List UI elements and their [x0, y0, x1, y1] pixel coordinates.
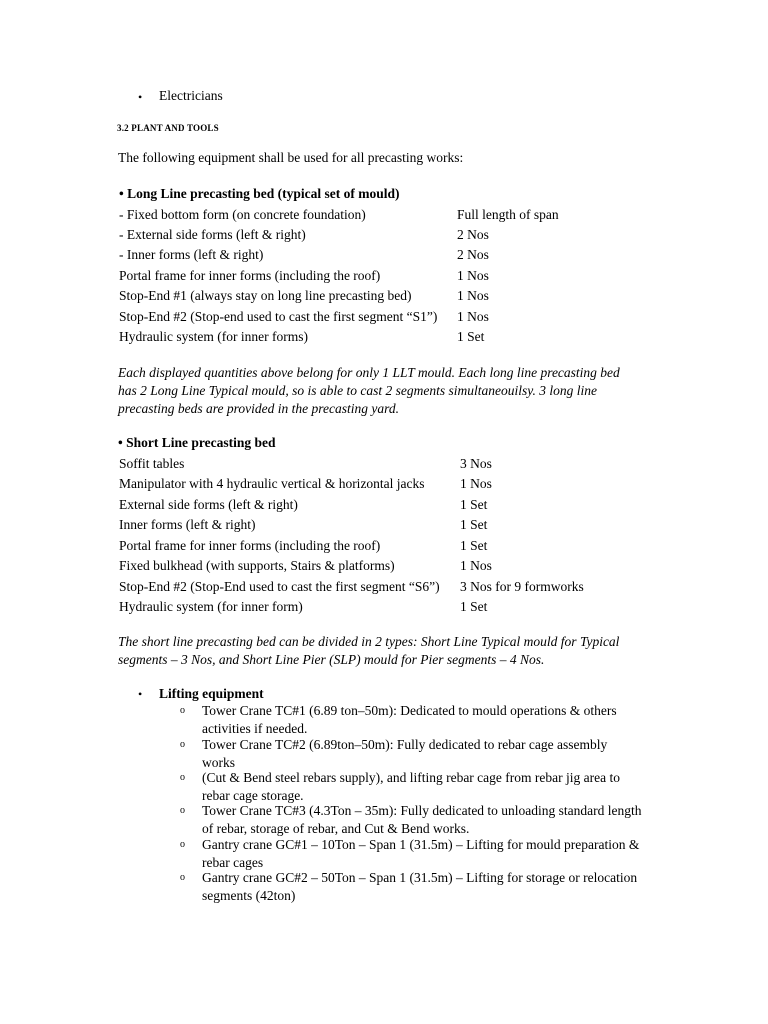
note-line: segments – 3 Nos, and Short Line Pier (SLP) mould for Pier segments – 4 Nos.	[118, 652, 545, 667]
row-qty: 3 Nos	[460, 456, 492, 471]
list-item	[180, 802, 660, 838]
table-row	[119, 225, 719, 246]
row-qty: 1 Set	[457, 329, 485, 344]
row-label: Fixed bulkhead (with supports, Stairs & platforms)	[119, 558, 395, 573]
table-row	[119, 205, 719, 226]
intro-text: The following equipment shall be used for all precasting works:	[118, 150, 464, 165]
row-qty: 2 Nos	[457, 227, 489, 242]
list-item-text: Gantry crane GC#1 – 10Ton – Span 1 (31.5m) – Lifting for mould preparation & rebar cages	[202, 837, 640, 870]
table-row	[119, 515, 719, 536]
circle-bullet-icon: o	[180, 839, 185, 850]
note-line: has 2 Long Line Typical mould, so is able to cast 2 segments simultaneouilsy. 3 long line	[118, 383, 597, 398]
row-qty: 3 Nos for 9 formworks	[460, 579, 584, 594]
row-label: Stop-End #2 (Stop-End used to cast the first segment “S6”)	[119, 579, 440, 594]
note-line: precasting beds are provided in the precasting yard.	[118, 401, 399, 416]
list-item-text: Gantry crane GC#2 – 50Ton – Span 1 (31.5m) – Lifting for storage or relocation segments (42ton)	[202, 870, 638, 903]
circle-bullet-icon: o	[180, 872, 185, 883]
row-label: Manipulator with 4 hydraulic vertical & horizontal jacks	[119, 476, 425, 491]
row-qty: 1 Nos	[460, 558, 492, 573]
row-label: - External side forms (left & right)	[119, 227, 306, 242]
table-row	[119, 454, 719, 475]
circle-bullet-icon: o	[180, 705, 185, 716]
row-label: Portal frame for inner forms (including the roof)	[119, 268, 381, 283]
list-item-text: Tower Crane TC#1 (6.89 ton–50m): Dedicated to mould operations & others activities if needed.	[202, 703, 617, 736]
row-qty: 1 Nos	[457, 268, 489, 283]
list-item-text: Tower Crane TC#2 (6.89ton–50m): Fully dedicated to rebar cage assembly works	[202, 737, 608, 770]
row-qty: 1 Nos	[457, 309, 489, 324]
row-qty: Full length of span	[457, 207, 559, 222]
table-row	[119, 474, 719, 495]
list-item	[180, 769, 660, 805]
table-row	[119, 536, 719, 557]
row-label: - Inner forms (left & right)	[119, 247, 264, 262]
list-item	[180, 869, 660, 905]
list-item-text: (Cut & Bend steel rebars supply), and lifting rebar cage from rebar jig area to rebar cage storage.	[202, 770, 620, 803]
table-row	[119, 286, 719, 307]
short-line-title: • Short Line precasting bed	[118, 435, 276, 450]
row-qty: 1 Nos	[457, 288, 489, 303]
circle-bullet-icon: o	[180, 772, 185, 783]
row-qty: 2 Nos	[457, 247, 489, 262]
short-line-note	[118, 633, 619, 669]
row-label: Soffit tables	[119, 456, 185, 471]
table-row	[119, 245, 719, 266]
row-label: Inner forms (left & right)	[119, 517, 256, 532]
table-row	[119, 495, 719, 516]
table-row	[119, 577, 719, 598]
circle-bullet-icon: o	[180, 739, 185, 750]
lifting-title: Lifting equipment	[159, 686, 264, 701]
row-label: Portal frame for inner forms (including the roof)	[119, 538, 381, 553]
row-label: Hydraulic system (for inner form)	[119, 599, 303, 614]
row-label: Stop-End #2 (Stop-end used to cast the first segment “S1”)	[119, 309, 438, 324]
row-qty: 1 Set	[460, 497, 488, 512]
list-item	[180, 836, 660, 872]
row-qty: 1 Nos	[460, 476, 492, 491]
bullet-icon: •	[138, 90, 143, 104]
section-heading: 3.2 PLANT AND TOOLS	[117, 123, 219, 133]
table-row	[119, 307, 719, 328]
table-row	[119, 597, 719, 618]
row-qty: 1 Set	[460, 517, 488, 532]
row-label: Stop-End #1 (always stay on long line precasting bed)	[119, 288, 412, 303]
list-item-text: Tower Crane TC#3 (4.3Ton – 35m): Fully dedicated to unloading standard length of rebar, storage of rebar, and Cut & Bend works.	[202, 803, 642, 836]
list-item	[180, 736, 660, 772]
table-row	[119, 556, 719, 577]
long-line-title: • Long Line precasting bed (typical set of mould)	[119, 186, 400, 201]
table-row	[119, 327, 719, 348]
long-line-note	[118, 364, 620, 418]
circle-bullet-icon: o	[180, 805, 185, 816]
note-line: Each displayed quantities above belong for only 1 LLT mould. Each long line precasting bed	[118, 365, 620, 380]
row-qty: 1 Set	[460, 538, 488, 553]
note-line: The short line precasting bed can be divided in 2 types: Short Line Typical mould for Typical	[118, 634, 620, 649]
bullet-icon: •	[138, 687, 143, 701]
list-item	[180, 702, 660, 738]
row-label: Hydraulic system (for inner forms)	[119, 329, 308, 344]
table-row	[119, 266, 719, 287]
row-label: - Fixed bottom form (on concrete foundation)	[119, 207, 366, 222]
row-label: External side forms (left & right)	[119, 497, 298, 512]
row-qty: 1 Set	[460, 599, 488, 614]
top-bullet-text: Electricians	[159, 88, 223, 103]
